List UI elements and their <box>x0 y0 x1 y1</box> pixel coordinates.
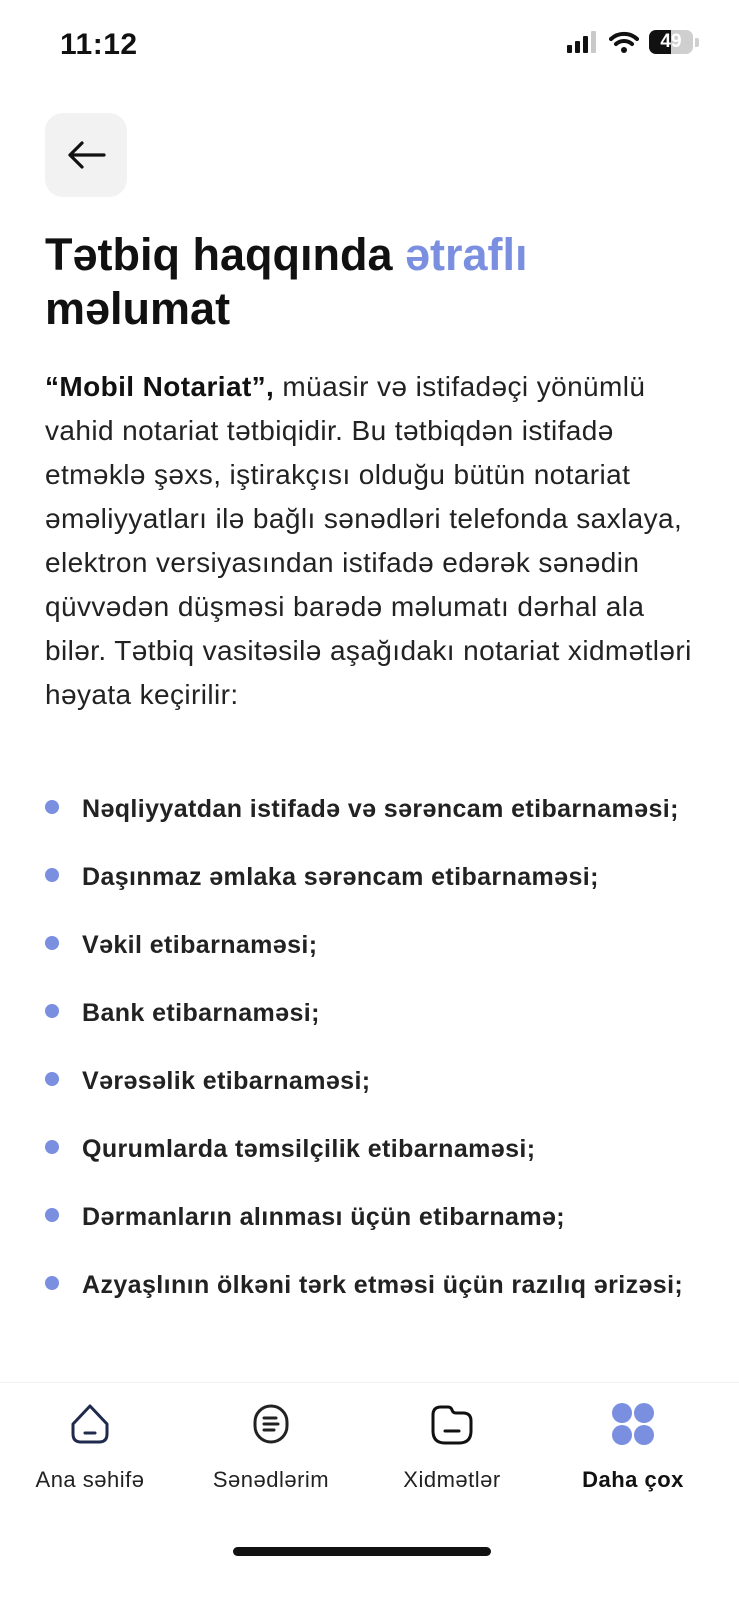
title-part1: Tətbiq haqqında <box>45 229 405 280</box>
back-button[interactable] <box>45 113 127 197</box>
bullet-dot-icon <box>45 1276 59 1290</box>
bullet-dot-icon <box>45 1004 59 1018</box>
document-icon <box>248 1401 294 1447</box>
wifi-icon <box>609 31 639 53</box>
service-item <box>45 790 705 829</box>
bullet-dot-icon <box>45 936 59 950</box>
service-label: Bank etibarnaməsi; <box>82 999 320 1027</box>
bullet-dot-icon <box>45 868 59 882</box>
nav-item-documents[interactable] <box>181 1401 361 1493</box>
battery-percent: 49 <box>660 31 682 52</box>
service-item <box>45 994 705 1033</box>
service-label: Vərəsəlik etibarnaməsi; <box>82 1067 371 1095</box>
nav-item-home[interactable] <box>0 1401 180 1493</box>
intro-text: müasir və istifadəçi yönümlü vahid notariat tətbiqidir. Bu tətbiqdən istifadə etməklə şəxs, iştirakçısı olduğu bütün notariat əməliyyatları ilə bağlı sənədləri telefonda saxlaya, elektron versiyasından istifadə edərək sənədin qüvvədən düşməsi barədə məlumatı dərhal ala bilər. Tətbiq vasitəsilə aşağıdakı notariat xidmətləri həyata keçirilir: <box>45 371 692 710</box>
service-item <box>45 858 705 897</box>
nav-label-more: Daha çox <box>582 1467 684 1492</box>
app-name: “Mobil Notariat”, <box>45 371 275 402</box>
service-item <box>45 1130 705 1169</box>
service-item <box>45 1198 705 1237</box>
nav-label-services: Xidmətlər <box>403 1467 501 1492</box>
bullet-dot-icon <box>45 1208 59 1222</box>
service-label: Qurumlarda təmsilçilik etibarnaməsi; <box>82 1135 536 1163</box>
bullet-dot-icon <box>45 1140 59 1154</box>
bottom-nav <box>0 1382 739 1601</box>
services-icon <box>429 1401 475 1447</box>
arrow-left-icon <box>66 140 106 170</box>
service-item <box>45 1062 705 1101</box>
nav-label-home: Ana səhifə <box>35 1467 145 1492</box>
service-label: Nəqliyyatdan istifadə və sərəncam etibarnaməsi; <box>82 795 679 823</box>
nav-label-documents: Sənədlərim <box>212 1467 330 1492</box>
services-list <box>45 790 705 1334</box>
page-title <box>45 228 705 336</box>
home-indicator <box>233 1547 491 1556</box>
status-icons <box>567 30 699 54</box>
bullet-dot-icon <box>45 800 59 814</box>
service-item <box>45 1266 705 1305</box>
home-icon <box>67 1401 113 1447</box>
service-label: Dərmanların alınması üçün etibarnamə; <box>82 1203 566 1231</box>
nav-item-services[interactable] <box>362 1401 542 1493</box>
service-label: Daşınmaz əmlaka sərəncam etibarnaməsi; <box>82 863 599 891</box>
status-bar <box>0 0 739 90</box>
title-accent: ətraflı <box>404 229 528 280</box>
battery-cap <box>695 38 699 47</box>
intro-paragraph <box>45 365 705 717</box>
grid-dots-icon <box>610 1401 656 1447</box>
signal-icon <box>567 31 599 53</box>
bullet-dot-icon <box>45 1072 59 1086</box>
battery-icon <box>649 30 693 54</box>
title-part2: məlumat <box>45 283 231 334</box>
service-item <box>45 926 705 965</box>
service-label: Azyaşlının ölkəni tərk etməsi üçün razılıq ərizəsi; <box>82 1271 684 1299</box>
nav-item-more[interactable] <box>543 1401 723 1493</box>
service-label: Vəkil etibarnaməsi; <box>82 931 318 959</box>
status-time: 11:12 <box>60 28 138 61</box>
